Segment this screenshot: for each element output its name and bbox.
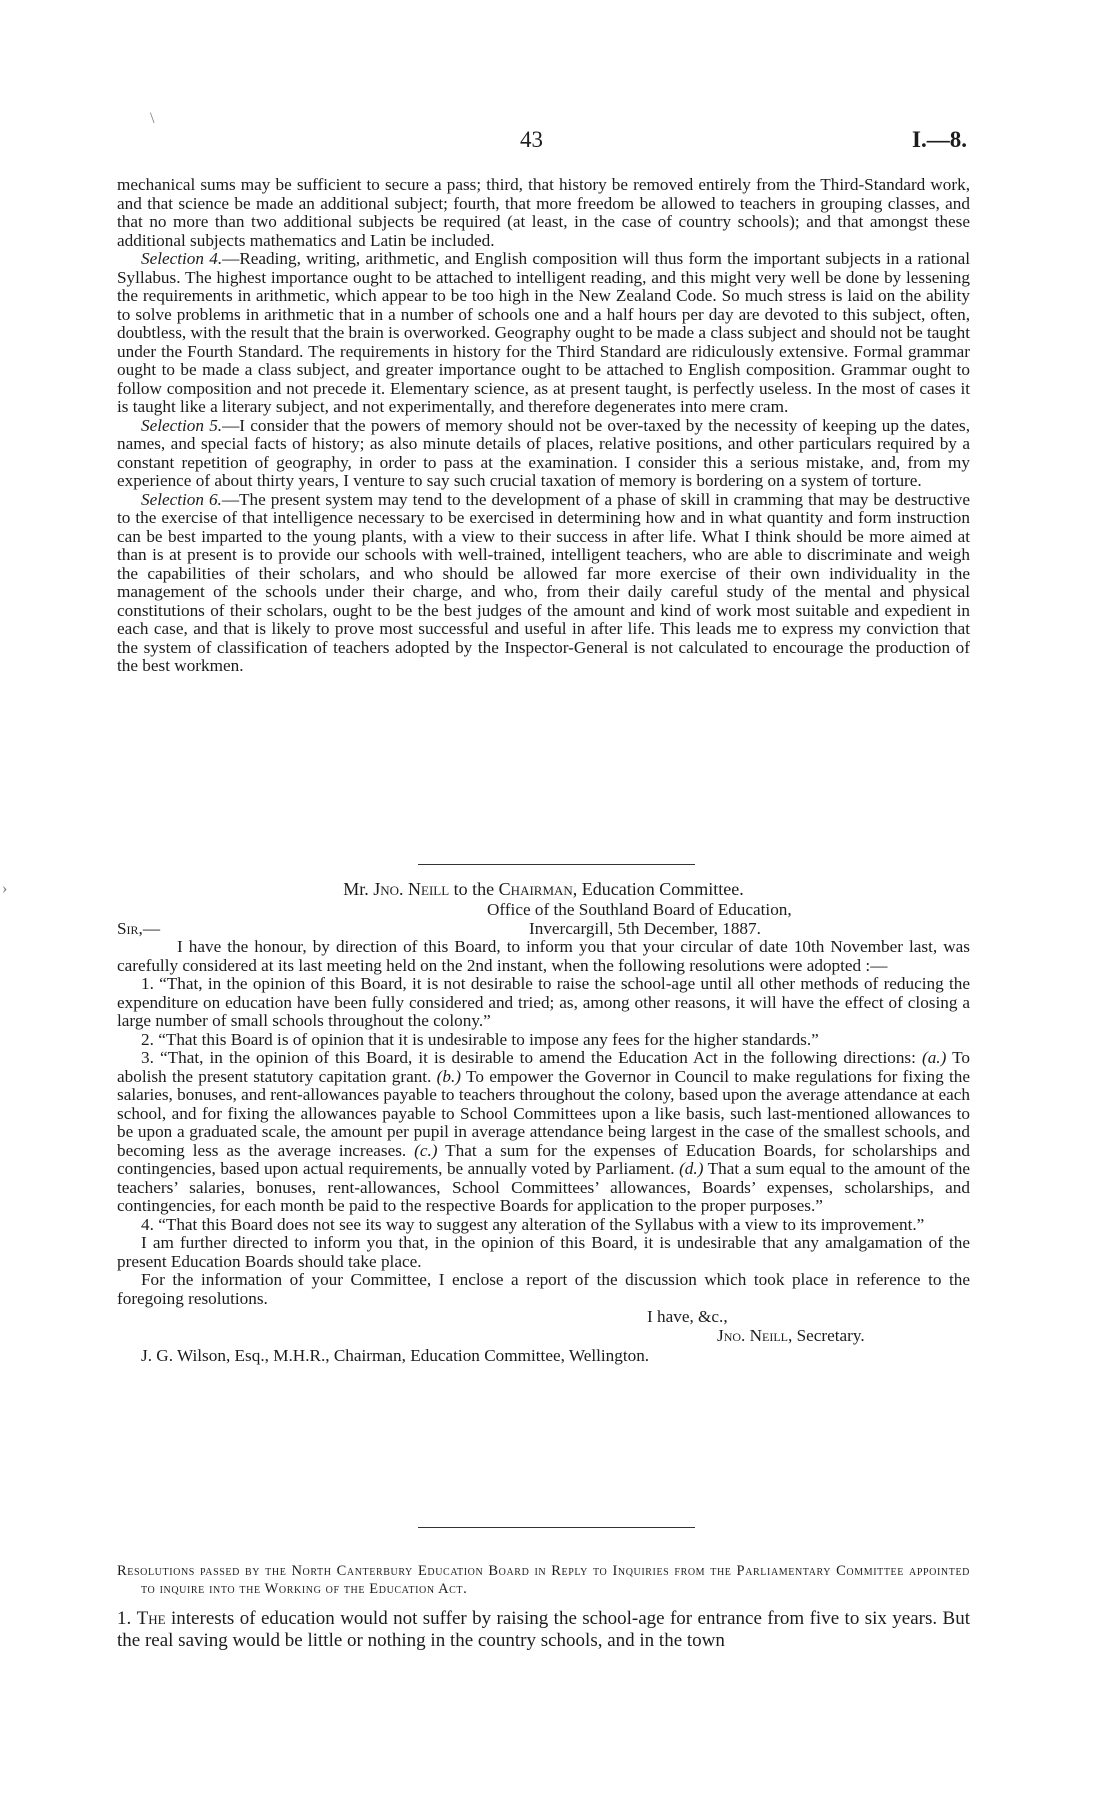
resolution-2: 2. “That this Board is of opinion that it is undesirable to impose any fees for the higher standards.” xyxy=(141,1029,819,1049)
heading-text: Mr. xyxy=(343,879,374,899)
letter-office: Office of the Southland Board of Education, xyxy=(487,899,792,919)
resolutions-heading: Resolutions passed by the North Canterbury Education Board in Reply to Inquiries from the Parliamentary Committee appointed to inquire into the Working of the Education Act. xyxy=(117,1563,970,1597)
selection-label: Selection 4. xyxy=(141,249,223,268)
resolutions-section xyxy=(117,1562,970,1652)
resolution-4: 4. “That this Board does not see its way to suggest any alteration of the Syllabus with a view to its improvement.” xyxy=(141,1214,925,1234)
letter-intro: I have the honour, by direction of this Board, to inform you that your circular of date 10th November last, was carefully considered at its last meeting held on the 2nd instant, when the following resolutions were adopted :— xyxy=(117,937,970,975)
paragraph-continuation: mechanical sums may be sufficient to secure a pass; third, that history be removed entirely from the Third-Standard work, and that science be made an additional subject; fourth, that more freedom be allowed to teachers in grouping classes, and that no more than two additional subjects be required (at least, in the case of country schools); and that amongst these additional subjects mathematics and Latin be included. xyxy=(117,175,970,250)
sub-label: (d.) xyxy=(679,1159,704,1178)
letter-information: For the information of your Committee, I enclose a report of the discussion which took place in reference to the foregoing resolutions. xyxy=(117,1270,970,1308)
selection-text: —I consider that the powers of memory should not be over-taxed by the necessity of keeping up the dates, names, and special facts of history; as also minute details of places, relative positions, and other particulars required by a constant repetition of geography, in order to pass at the examination. I consider this a serious mistake, and, from my experience of about thirty years, I venture to say such crucial taxation of memory is bordering on a system of torture. xyxy=(117,415,971,490)
heading-recipient: Chairman xyxy=(498,879,573,899)
selection-label: Selection 6. xyxy=(141,489,222,509)
selection-text: —Reading, writing, arithmetic, and English composition will thus form the important subjects in a rational Syllabus. The highest importance ought to be attached to intelligent reading, and this might very well be done by lessening the requirements in arithmetic, which appear to be too high in the New Zealand Code. So much stress is laid on the ability to solve problems in arithmetic that in a number of schools one and a half hours per day are devoted to this subject, often, doubtless, with the result that the brain is overworked. Geography ought to be made a class subject and should not be taught under the Fourth Standard. The requirements in history for the Third Standard are ridiculously extensive. Formal grammar ought to be made a class subject, and greater importance ought to be attached to English composition. Grammar ought to follow composition and not precede it. Elementary science, as at present taught, is perfectly useless. In the most of cases it is taught like a literary subject, and not experimentally, and therefore degenerates into mere cram. xyxy=(117,249,971,416)
stray-mark: \ xyxy=(150,110,155,127)
resolution-3 xyxy=(117,1049,970,1216)
letter-heading xyxy=(117,880,970,899)
paragraph-selection-4 xyxy=(117,250,970,417)
letter-addressee: J. G. Wilson, Esq., M.H.R., Chairman, Education Committee, Wellington. xyxy=(141,1346,650,1365)
letter-closing: I have, &c., xyxy=(647,1307,728,1326)
letter-date: Invercargill, 5th December, 1887. xyxy=(529,919,761,938)
resolution-1: 1. “That, in the opinion of this Board, it is not desirable to raise the school-age until all other methods of reducing the expenditure on education have been fully considered and tried; as, among other reasons, it will have the effect of closing a large number of small schools throughout the colony.” xyxy=(117,974,970,1030)
heading-sender: Jno. Neill xyxy=(373,879,450,899)
paragraph-lead-word: The xyxy=(136,1608,166,1629)
section-divider xyxy=(418,1527,695,1528)
resolution-paragraph-1 xyxy=(117,1608,970,1652)
selections-section xyxy=(117,176,970,676)
selection-text: —The present system may tend to the development of a phase of skill in cramming that may be destructive to the exercise of that intelligence necessary to be exercised in determining how and in what quantity and form instruction can be best imparted to the young plants, with a view to their success in after life. What I think should be more aimed at than is at present is to provide our schools with well-trained, intelligent teachers, who are able to discriminate and weigh the capabilities of their scholars, and who should be allowed far more exercise of their own individuality in the management of the schools under their charge, and who, from their daily careful study of the mental and physical constitutions of their scholars, ought to be the best judges of the amount and kind of work most suitable and expedient in each case, and that is likely to prove most successful and useful in after life. This leads me to express my conviction that the system of classification of teachers adopted by the Inspector-General is not calculated to encourage the production of the best workmen. xyxy=(117,489,970,675)
heading-text: , Education Committee. xyxy=(572,879,744,899)
section-divider xyxy=(418,864,695,865)
paragraph-number: 1. xyxy=(117,1608,137,1629)
selection-label: Selection 5. xyxy=(141,415,223,435)
page-header xyxy=(0,127,1114,157)
heading-text: to the xyxy=(449,879,499,899)
paragraph-selection-6 xyxy=(117,491,970,676)
resolution-text: To abolish the present statutory capitation grant. xyxy=(117,1048,970,1086)
paragraph-selection-5 xyxy=(117,417,970,491)
letter-signature xyxy=(117,1327,970,1346)
sub-label: (c.) xyxy=(414,1140,438,1160)
signature-name: Jno. Neill xyxy=(717,1325,789,1345)
sub-label: (a.) xyxy=(921,1048,947,1067)
salutation-line xyxy=(117,919,970,938)
resolution-text: That a sum for the expenses of Education Boards, for scholarships and contingencies, based upon actual requirements, be annually voted by Parliament. xyxy=(117,1140,970,1178)
salutation: Sir,— xyxy=(117,919,161,938)
resolution-text: That a sum equal to the amount of the teachers’ salaries, bonuses, rent-allowances, School Committees’ allowances, Boards’ expenses, scholarships, and contingencies, for each month be paid to the respective Boards for application to the proper purposes.” xyxy=(117,1159,971,1215)
letter-further: I am further directed to inform you that, in the opinion of this Board, it is undesirable that any amalgamation of the present Education Boards should take place. xyxy=(117,1233,970,1271)
paragraph-text: interests of education would not suffer by raising the school-age for entrance from five to six years. But the real saving would be little or nothing in the country schools, and in the town xyxy=(117,1608,970,1651)
page-code: I.—8. xyxy=(912,127,967,152)
resolution-text: To empower the Governor in Council to make regulations for fixing the salaries, bonuses, and rent-allowances payable to teachers throughout the colony, based upon the average attendance at each school, and for fixing the allowances payable to School Committees upon a like basis, such last-mentioned allowances to be upon a graduated scale, the amount per pupil in average attendance being largest in the case of the smallest schools, and becoming less as the average increases. xyxy=(117,1066,970,1160)
resolutions-body xyxy=(117,1608,970,1652)
stray-mark: › xyxy=(2,880,8,897)
resolution-text: 3. “That, in the opinion of this Board, it is desirable to amend the Education Act in the following directions: xyxy=(141,1048,922,1067)
signature-title: , Secretary. xyxy=(788,1325,865,1345)
page-number: 43 xyxy=(520,127,543,152)
sub-label: (b.) xyxy=(436,1066,462,1086)
letter-section xyxy=(117,880,970,1366)
